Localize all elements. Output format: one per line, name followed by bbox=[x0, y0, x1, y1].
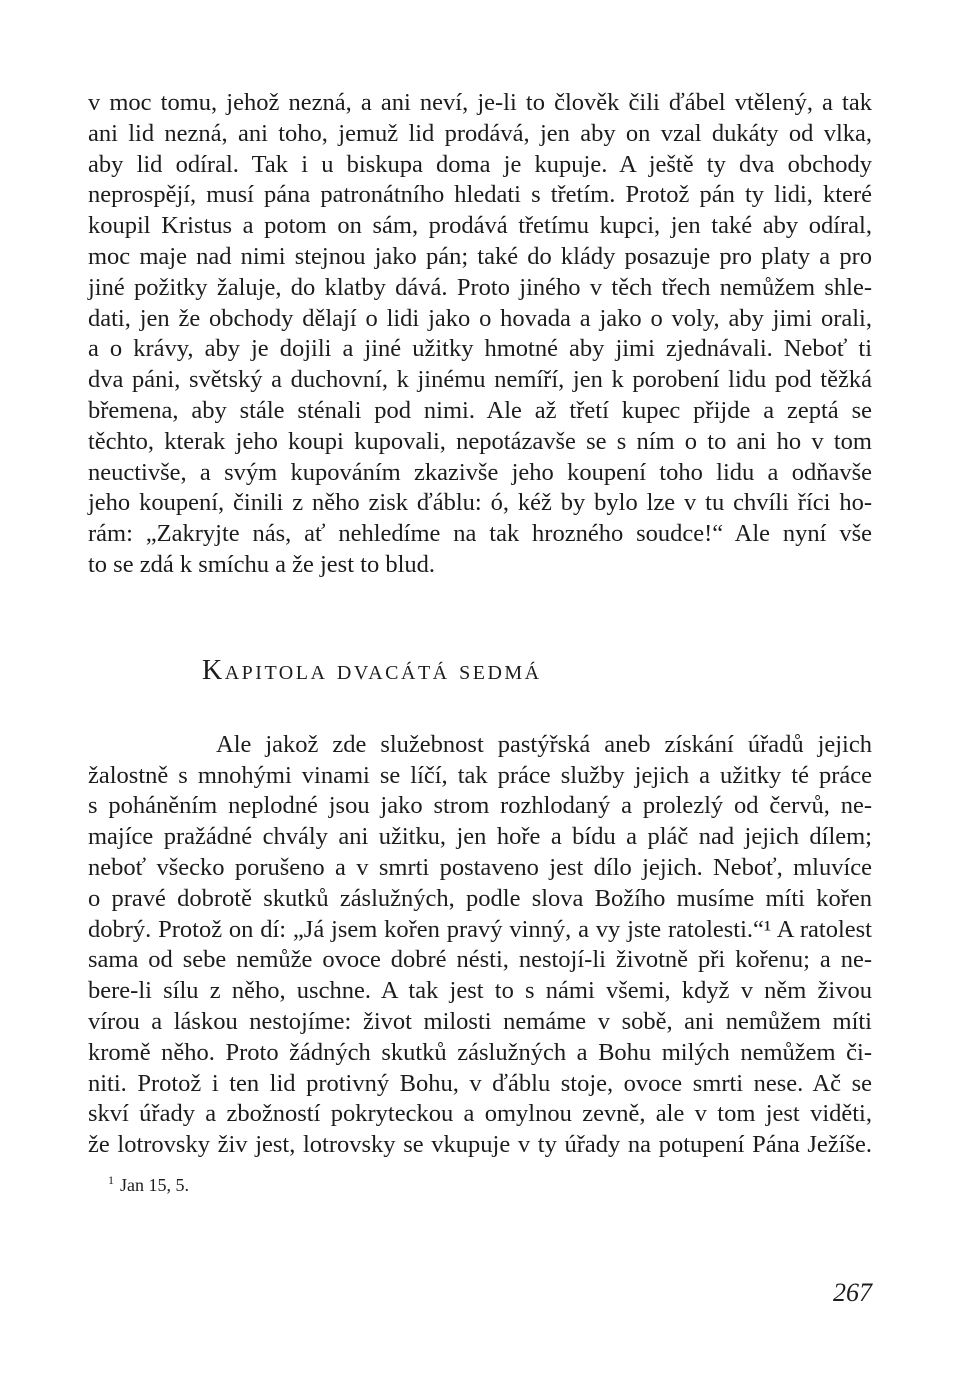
text-line: že lotrovsky živ jest, lotrovsky se vkupuje v ty úřady na potupení Pána Ježíše. bbox=[88, 1131, 872, 1159]
text-line: koupil Kristus a potom on sám, prodává třetímu kupci, jen také aby odíral, bbox=[88, 212, 872, 240]
text-line: Ale jakož zde služebnost pastýřská aneb získání úřadů jejich bbox=[216, 730, 872, 758]
text-line: neuctivše, a svým kupováním zkazivše jeho koupení toho lidu a odňavše bbox=[88, 458, 872, 486]
chapter-paragraph bbox=[88, 730, 872, 1161]
text-line: sama od sebe nemůže ovoce dobré nésti, nestojí-li životně při kořenu; a ne- bbox=[88, 946, 872, 974]
text-line: ani lid nezná, ani toho, jemuž lid prodává, jen aby on vzal dukáty od vlka, bbox=[88, 119, 872, 147]
page-number: 267 bbox=[833, 1278, 872, 1307]
text-line: žalostně s mnohými vinami se líčí, tak práce služby jejich a užitky té práce bbox=[88, 761, 872, 789]
page-body bbox=[88, 88, 872, 1196]
text-line: dati, jen že obchody dělají o lidi jako o hovada a jako o voly, aby jimi orali, bbox=[88, 304, 872, 332]
top-paragraph bbox=[88, 88, 872, 581]
text-line: to se zdá k smíchu a že jest to blud. bbox=[88, 550, 435, 578]
text-line: niti. Protož i ten lid protivný Bohu, v ďáblu stoje, ovoce smrti nese. Ač se bbox=[88, 1069, 872, 1097]
text-line: o pravé dobrotě skutků záslužných, podle slova Božího musíme míti kořen bbox=[88, 884, 872, 912]
text-line: vírou a láskou nestojíme: život milosti nemáme v sobě, ani nemůžem míti bbox=[88, 1007, 872, 1035]
text-line: skví úřady a zbožností pokryteckou a omylnou zevně, ale v tom jest viděti, bbox=[88, 1100, 872, 1128]
chapter-heading: Kapitola dvacátá sedmá bbox=[202, 654, 542, 686]
text-line: kromě něho. Proto žádných skutků záslužných a Bohu milých nemůžem či- bbox=[88, 1038, 872, 1066]
text-line: neprospějí, musí pána patronátního hledati s třetím. Protož pán ty lidi, které bbox=[88, 181, 872, 209]
text-line: dva páni, světský a duchovní, k jinému nemíří, jen k porobení lidu pod těžká bbox=[88, 366, 872, 394]
text-line: neboť všecko porušeno a v smrti postaveno jest dílo jejich. Neboť, mluvíce bbox=[88, 853, 872, 881]
text-line: v moc tomu, jehož nezná, a ani neví, je-li to člověk čili ďábel vtělený, a tak bbox=[88, 89, 872, 116]
footnote-text: Jan 15, 5. bbox=[120, 1174, 189, 1195]
text-line: jeho koupení, činili z něho zisk ďáblu: ó, kéž by bylo lze v tu chvíli říci ho- bbox=[88, 489, 872, 517]
text-line: bere-li sílu z něho, uschne. A tak jest to s námi všemi, když v něm živou bbox=[88, 977, 872, 1005]
footnote-marker: 1 bbox=[108, 1172, 114, 1187]
text-line: aby lid odíral. Tak i u biskupa doma je kupuje. A ještě ty dva obchody bbox=[88, 150, 872, 178]
text-line: moc maje nad nimi stejnou jako pán; také do klády posazuje pro platy a pro bbox=[88, 242, 872, 270]
text-line: jiné požitky žaluje, do klatby dává. Proto jiného v těch třech nemůžem shle- bbox=[88, 273, 872, 301]
text-line: s poháněním neplodné jsou jako strom rozhlodaný a prolezlý od červů, ne- bbox=[88, 792, 872, 820]
text-line: břemena, aby stále sténali pod nimi. Ale až třetí kupec přijde a zeptá se bbox=[88, 396, 872, 424]
footnote bbox=[88, 1169, 872, 1196]
text-line: těchto, kterak jeho koupi kupovali, nepotázavše se s ním o to ani ho v tom bbox=[88, 427, 872, 455]
text-line: dobrý. Protož on dí: „Já jsem kořen pravý vinný, a vy jste ratolesti.“¹ A ratolest bbox=[88, 915, 872, 943]
text-line: majíce pražádné chvály ani užitku, jen hoře a bídu a pláč nad jejich dílem; bbox=[88, 823, 872, 851]
text-line: a o krávy, aby je dojili a jiné užitky hmotné aby jimi zjednávali. Neboť ti bbox=[88, 335, 872, 363]
text-line: rám: „Zakryjte nás, ať nehledíme na tak hrozného soudce!“ Ale nyní vše bbox=[88, 520, 872, 548]
